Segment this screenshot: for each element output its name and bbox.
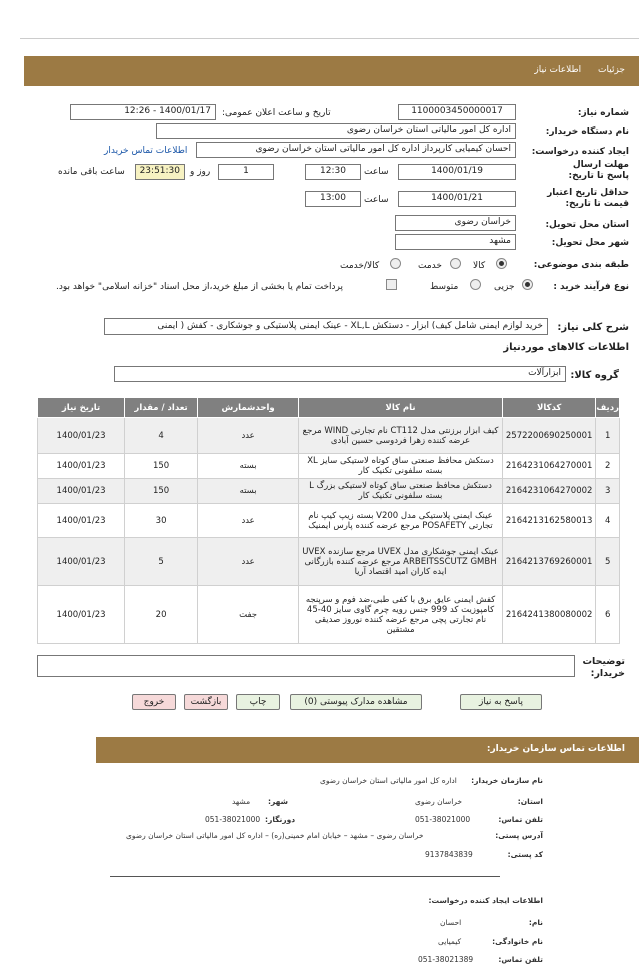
reply-button[interactable]: پاسخ به نیاز xyxy=(460,694,542,710)
cell-qty: 4 xyxy=(125,418,198,454)
contact-divider xyxy=(110,876,500,877)
cell-qty: 150 xyxy=(125,479,198,504)
cell-row-no: 3 xyxy=(596,479,620,504)
category-goods-service-label: کالا/خدمت xyxy=(340,261,380,271)
creator-phone-value: 051-38021389 xyxy=(418,955,474,964)
top-divider xyxy=(20,38,639,39)
creator-family-label: نام خانوادگی: xyxy=(492,937,543,946)
creator-name-value: احسان xyxy=(440,918,462,927)
cell-unit: جفت xyxy=(198,586,299,644)
contact-fax-label: دورنگار: xyxy=(265,815,296,824)
contact-city-value: مشهد xyxy=(232,797,251,806)
buyer-org-field[interactable]: اداره کل امور مالیاتی استان خراسان رضوی xyxy=(156,123,516,139)
cell-name: عینک ایمنی پلاستیکی مدل V200 بسته زیپ کیپ نام تجارتی POSAFETY مرجع عرضه کننده پارس ایمنیک xyxy=(299,504,503,538)
price-validity-time-field[interactable]: 13:00 xyxy=(305,191,361,207)
city-label: شهر محل تحویل: xyxy=(551,238,629,248)
category-radio-service[interactable] xyxy=(450,258,461,269)
process-radio-minor[interactable] xyxy=(522,279,533,290)
contact-province-label: استان: xyxy=(517,797,543,806)
cell-code: 2164241380080002 xyxy=(502,586,596,644)
summary-label: شرح کلی نیاز: xyxy=(557,322,629,333)
treasury-checkbox[interactable] xyxy=(386,279,397,290)
col-header-date: تاریخ نیاز xyxy=(38,398,125,418)
table-row xyxy=(38,479,620,504)
remaining-label: ساعت باقی مانده xyxy=(58,167,125,177)
days-field[interactable]: 1 xyxy=(218,164,274,180)
need-info-link[interactable]: اطلاعات نیاز xyxy=(534,65,582,75)
cell-date: 1400/01/23 xyxy=(38,454,125,479)
contact-section-header: اطلاعات تماس سازمان خریدار: xyxy=(96,737,639,763)
contact-org-value: اداره کل امور مالیاتی استان خراسان رضوی xyxy=(320,776,457,785)
cell-name: کیف ابزار برزنتی مدل CT112 نام تجارتی WIND مرجع عرضه کننده زهرا فردوسی حسین آبادی xyxy=(299,418,503,454)
creator-info-title: اطلاعات ایجاد کننده درخواست: xyxy=(428,896,543,905)
cell-row-no: 1 xyxy=(596,418,620,454)
cell-unit: بسته xyxy=(198,479,299,504)
print-button[interactable]: چاپ xyxy=(236,694,280,710)
attachments-button[interactable]: مشاهده مدارک پیوستی (0) xyxy=(290,694,422,710)
exit-button[interactable]: خروج xyxy=(132,694,176,710)
col-header-name: نام کالا xyxy=(299,398,503,418)
category-radio-goods[interactable] xyxy=(496,258,507,269)
cell-date: 1400/01/23 xyxy=(38,504,125,538)
deadline-time-label: ساعت xyxy=(364,167,389,177)
group-field: ابزارآلات xyxy=(114,366,566,382)
process-radio-medium[interactable] xyxy=(470,279,481,290)
deadline-time-field[interactable]: 12:30 xyxy=(305,164,361,180)
creator-name-label: نام: xyxy=(528,918,543,927)
cell-code: 2164213162580013 xyxy=(502,504,596,538)
cell-date: 1400/01/23 xyxy=(38,418,125,454)
table-header-row xyxy=(38,398,620,418)
cell-unit: بسته xyxy=(198,454,299,479)
cell-name: دستکش محافظ صنعتی ساق کوتاه لاستیکی سایز XL بسته سلفونی تکنیک کار xyxy=(299,454,503,479)
announce-label: تاریخ و ساعت اعلان عمومی: xyxy=(222,108,331,118)
city-field[interactable]: مشهد xyxy=(395,234,516,250)
province-field[interactable]: خراسان رضوی xyxy=(395,215,516,231)
creator-label: ایجاد کننده درخواست: xyxy=(531,147,629,157)
contact-phone-value: 051-38021000 xyxy=(415,815,471,824)
items-title: اطلاعات کالاهای موردنیاز xyxy=(503,342,629,353)
price-validity-time-label: ساعت xyxy=(364,195,389,205)
contact-phone-label: تلفن تماس: xyxy=(498,815,543,824)
cell-date: 1400/01/23 xyxy=(38,538,125,586)
col-header-qty: تعداد / مقدار xyxy=(125,398,198,418)
back-button[interactable]: بازگشت xyxy=(184,694,228,710)
province-label: استان محل تحویل: xyxy=(545,220,629,230)
notes-field xyxy=(37,655,575,677)
cell-row-no: 6 xyxy=(596,586,620,644)
cell-qty: 150 xyxy=(125,454,198,479)
cell-name: عینک ایمنی جوشکاری مدل UVEX مرجع سازنده UVEX ARBEITSSCUTZ GMBH مرجع عرضه کننده بازرگانی ایده کاران امید اقتصاد آریا xyxy=(299,538,503,586)
group-label: گروه کالا: xyxy=(570,370,619,381)
deadline-label: مهلت ارسال پاسخ تا تاریخ: xyxy=(568,160,629,181)
buyer-contact-link[interactable]: اطلاعات تماس خریدار xyxy=(104,146,188,156)
cell-row-no: 5 xyxy=(596,538,620,586)
need-number-field[interactable]: 1100003450000017 xyxy=(398,104,516,120)
table-row xyxy=(38,418,620,454)
header-bar xyxy=(24,56,639,86)
col-header-unit: واحدشمارش xyxy=(198,398,299,418)
creator-family-value: کیمیایی xyxy=(438,937,462,946)
cell-qty: 5 xyxy=(125,538,198,586)
category-label: طبقه بندی موضوعی: xyxy=(533,260,629,270)
process-label: نوع فرآیند خرید : xyxy=(553,282,629,292)
cell-qty: 20 xyxy=(125,586,198,644)
cell-name: کفش ایمنی عایق برق با کفی طبی،ضد فوم و سرپنجه کامپوزیت کد 999 جنس رویه چرم گاوی سایز 40-45 نام تجارتی پچی مرجع عرضه کننده نوروز صدیقی مشتقین xyxy=(299,586,503,644)
creator-phone-label: تلفن تماس: xyxy=(498,955,543,964)
items-table xyxy=(37,397,620,644)
category-goods-label: کالا xyxy=(473,261,486,271)
deadline-date-field[interactable]: 1400/01/19 xyxy=(398,164,516,180)
creator-field[interactable]: احسان کیمیایی کارپرداز اداره کل امور مالیاتی استان خراسان رضوی xyxy=(196,142,516,158)
buyer-org-label: نام دستگاه خریدار: xyxy=(545,127,629,137)
col-header-code: کدکالا xyxy=(502,398,596,418)
cell-date: 1400/01/23 xyxy=(38,586,125,644)
cell-unit: عدد xyxy=(198,538,299,586)
announce-field[interactable]: 1400/01/17 - 12:26 xyxy=(70,104,216,120)
table-row xyxy=(38,538,620,586)
days-label: روز و xyxy=(190,167,211,177)
details-link[interactable]: جزئیات xyxy=(598,65,625,75)
cell-qty: 30 xyxy=(125,504,198,538)
price-validity-date-field[interactable]: 1400/01/21 xyxy=(398,191,516,207)
contact-city-label: شهر: xyxy=(268,797,288,806)
need-number-label: شماره نیاز: xyxy=(577,108,629,118)
summary-field: خرید لوازم ایمنی شامل کیف) ابزار - دستکش XL,L - عینک ایمنی پلاستیکی و جوشکاری - کفش ( ایمنی xyxy=(104,318,548,335)
cell-code: 2164231064270002 xyxy=(502,479,596,504)
cell-row-no: 2 xyxy=(596,454,620,479)
category-radio-goods-service[interactable] xyxy=(390,258,401,269)
notes-label: توضیحات خریدار: xyxy=(582,656,625,679)
category-service-label: خدمت xyxy=(418,261,442,271)
contact-postal-label: کد پستی: xyxy=(507,850,543,859)
price-validity-label: حداقل تاریخ اعتبار قیمت تا تاریخ: xyxy=(547,188,629,209)
cell-code: 2164231064270001 xyxy=(502,454,596,479)
contact-org-label: نام سازمان خریدار: xyxy=(471,776,543,785)
contact-postal-value: 9137843839 xyxy=(425,850,473,859)
cell-row-no: 4 xyxy=(596,504,620,538)
cell-unit: عدد xyxy=(198,418,299,454)
contact-province-value: خراسان رضوی xyxy=(415,797,463,806)
cell-date: 1400/01/23 xyxy=(38,479,125,504)
process-medium-label: متوسط xyxy=(430,282,459,292)
cell-name: دستکش محافظ صنعتی ساق کوتاه لاستیکی بزرگ L بسته سلفونی تکنیک کار xyxy=(299,479,503,504)
cell-code: 2572200690250001 xyxy=(502,418,596,454)
table-row xyxy=(38,454,620,479)
remaining-time-field: 23:51:30 xyxy=(135,164,185,180)
col-header-row-no: ردیف xyxy=(596,398,620,418)
cell-code: 2164213769260001 xyxy=(502,538,596,586)
payment-note: پرداخت تمام یا بخشی از مبلغ خرید،از محل اسناد "خزانه اسلامی" خواهد بود. xyxy=(56,282,344,292)
table-row xyxy=(38,586,620,644)
table-row xyxy=(38,504,620,538)
cell-unit: عدد xyxy=(198,504,299,538)
contact-fax-value: 051-38021000 xyxy=(205,815,261,824)
contact-address-label: آدرس پستی: xyxy=(495,831,543,840)
process-minor-label: جزیی xyxy=(494,282,515,292)
contact-address-value: خراسان رضوی – مشهد – خیابان امام خمینی(ره) – اداره کل امور مالیاتی استان خراسان رضوی xyxy=(126,831,424,840)
